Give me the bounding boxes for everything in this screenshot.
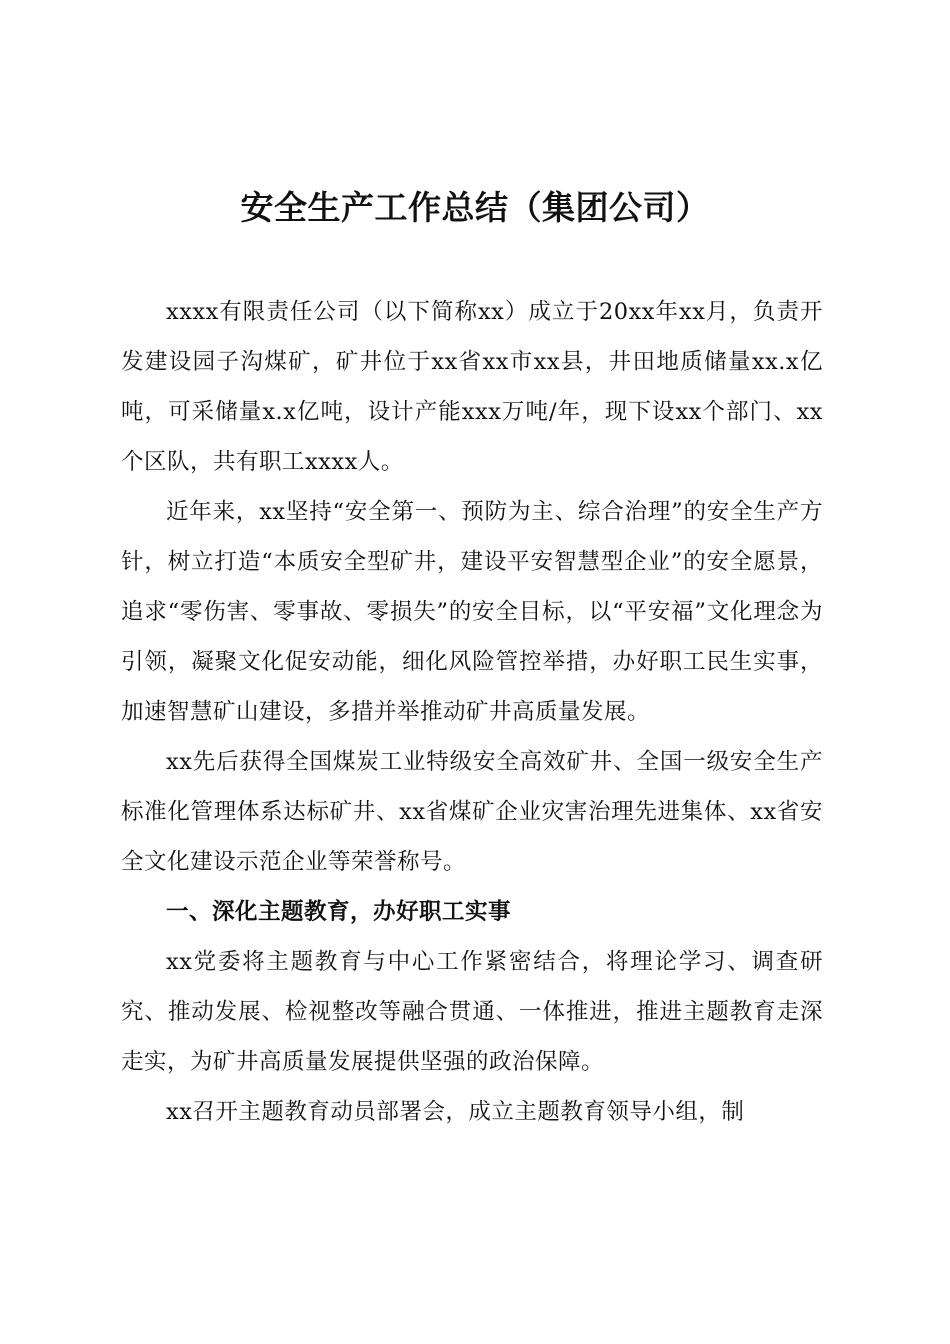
section-1-paragraph: xx党委将主题教育与中心工作紧密结合，将理论学习、调查研究、推动发展、检视整改等融合贯通、一体推进，推进主题教育走深走实，为矿井高质量发展提供坚强的政治保障。 bbox=[121, 949, 823, 1075]
intro-paragraph-safety-policy: 近年来，xx坚持“安全第一、预防为主、综合治理”的安全生产方针，树立打造“本质安全型矿井，建设平安智慧型企业”的安全愿景，追求“零伤害、零事故、零损失”的安全目标，以“平安福”文化理念为引领，凝聚文化促安动能，细化风险管控举措，办好职工民生实事，加速智慧矿山建设，多措并举推动矿井高质量发展。 bbox=[121, 499, 823, 725]
intro-paragraph-company: xxxx有限责任公司（以下简称xx）成立于20xx年xx月，负责开发建设园子沟煤矿，矿井位于xx省xx市xx县，井田地质储量xx.x亿吨，可采储量x.x亿吨，设计产能xxx万吨/年，现下设xx个部门、xx个区队，共有职工xxxx人。 bbox=[121, 299, 823, 475]
intro-paragraph-honors: xx先后获得全国煤炭工业特级安全高效矿井、全国一级安全生产标准化管理体系达标矿井、xx省煤矿企业灾害治理先进集体、xx省安全文化建设示范企业等荣誉称号。 bbox=[121, 749, 823, 875]
section-1-paragraph: xx召开主题教育动员部署会，成立主题教育领导小组，制 bbox=[166, 1099, 745, 1125]
document-body bbox=[121, 287, 823, 1137]
section-heading-1: 一、深化主题教育，办好职工实事 bbox=[166, 899, 512, 925]
document-title: 安全生产工作总结（集团公司） bbox=[240, 188, 710, 227]
